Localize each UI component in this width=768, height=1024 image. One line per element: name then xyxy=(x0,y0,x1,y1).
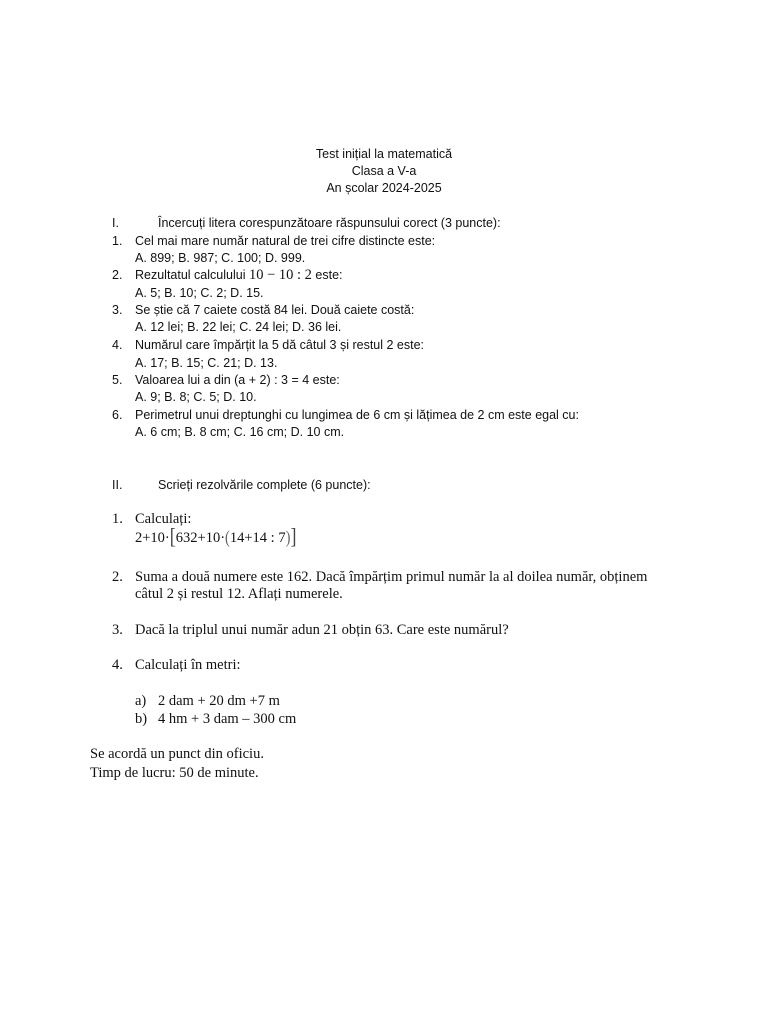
s1-item6-options: A. 6 cm; B. 8 cm; C. 16 cm; D. 10 cm. xyxy=(135,425,345,439)
bracket-close: ] xyxy=(290,523,297,549)
s2-item4-sub-a-text: 2 dam + 20 dm +7 m xyxy=(158,693,280,709)
s2-item3-text: Dacă la triplul unui număr adun 21 obțin 63. Care este numărul? xyxy=(135,622,509,638)
s1-item4-num: 4. xyxy=(112,338,123,352)
s1-item4-options: A. 17; B. 15; C. 21; D. 13. xyxy=(135,356,278,370)
s1-item3-question: Se știe că 7 caiete costă 84 lei. Două caiete costă: xyxy=(135,303,415,317)
s1-item6-num: 6. xyxy=(112,408,123,422)
s2-item2-num: 2. xyxy=(112,569,123,585)
s2-item4-sub-b-text: 4 hm + 3 dam – 300 cm xyxy=(158,711,297,727)
s1-item5-options: A. 9; B. 8; C. 5; D. 10. xyxy=(135,390,257,404)
s1-item2-num: 2. xyxy=(112,268,123,282)
school-year-line: An școlar 2024-2025 xyxy=(326,181,442,195)
s2-item4-sub-a-label: a) xyxy=(135,693,147,709)
paren-open: ( xyxy=(225,528,230,548)
s1-item5-num: 5. xyxy=(112,373,123,387)
s2-item4-num: 4. xyxy=(112,657,123,673)
document-title: Test inițial la matematică xyxy=(315,147,453,161)
section2-numeral: II. xyxy=(112,478,123,492)
s1-item2-options: A. 5; B. 10; C. 2; D. 15. xyxy=(135,286,264,300)
paren-close: ) xyxy=(285,528,291,548)
s2-item1-formula xyxy=(135,523,297,549)
formula-part-c: 14+14 : 7 xyxy=(229,530,286,546)
s1-item1-num: 1. xyxy=(112,234,123,248)
s2-item2-line1: Suma a două numere este 162. Dacă împărțim primul număr la al doilea număr, obținem xyxy=(135,569,648,585)
s2-item4-text: Calculați în metri: xyxy=(135,657,241,673)
s1-item2-question-before: Rezultatul calculului xyxy=(135,268,246,282)
s1-item1-question: Cel mai mare număr natural de trei cifre distincte este: xyxy=(135,234,436,248)
bracket-open: [ xyxy=(169,523,176,549)
s1-item2-question xyxy=(135,267,343,284)
s2-item4-sub-b-label: b) xyxy=(135,711,148,727)
section1-heading: Încercuți litera corespunzătoare răspunsului corect (3 puncte): xyxy=(158,216,501,230)
s2-item1-num: 1. xyxy=(112,511,123,527)
formula-part-a: 2+10· xyxy=(135,530,170,546)
s1-item2-expression: 10 − 10 : 2 xyxy=(248,267,312,283)
footer-time-note: Timp de lucru: 50 de minute. xyxy=(90,765,259,781)
s1-item2-question-after: este: xyxy=(315,268,343,282)
footer-bonus-note: Se acordă un punct din oficiu. xyxy=(90,746,264,762)
s2-item3-num: 3. xyxy=(112,622,123,638)
s1-item6-question: Perimetrul unui dreptunghi cu lungimea de 6 cm și lățimea de 2 cm este egal cu: xyxy=(135,408,579,422)
s2-item2-line2: câtul 2 și restul 12. Aflați numerele. xyxy=(135,586,343,602)
s2-item1-text: Calculați: xyxy=(135,511,192,527)
s1-item3-num: 3. xyxy=(112,303,123,317)
class-line: Clasa a V-a xyxy=(351,164,417,178)
section1-numeral: I. xyxy=(112,216,119,230)
s1-item3-options: A. 12 lei; B. 22 lei; C. 24 lei; D. 36 lei. xyxy=(135,320,342,334)
s1-item5-question: Valoarea lui a din (a + 2) : 3 = 4 este: xyxy=(135,373,340,387)
s1-item1-options: A. 899; B. 987; C. 100; D. 999. xyxy=(135,251,306,265)
s1-item4-question: Numărul care împărțit la 5 dă câtul 3 și restul 2 este: xyxy=(135,338,425,352)
section2-heading: Scrieți rezolvările complete (6 puncte): xyxy=(158,478,371,492)
formula-part-b: 632+10· xyxy=(175,530,226,546)
